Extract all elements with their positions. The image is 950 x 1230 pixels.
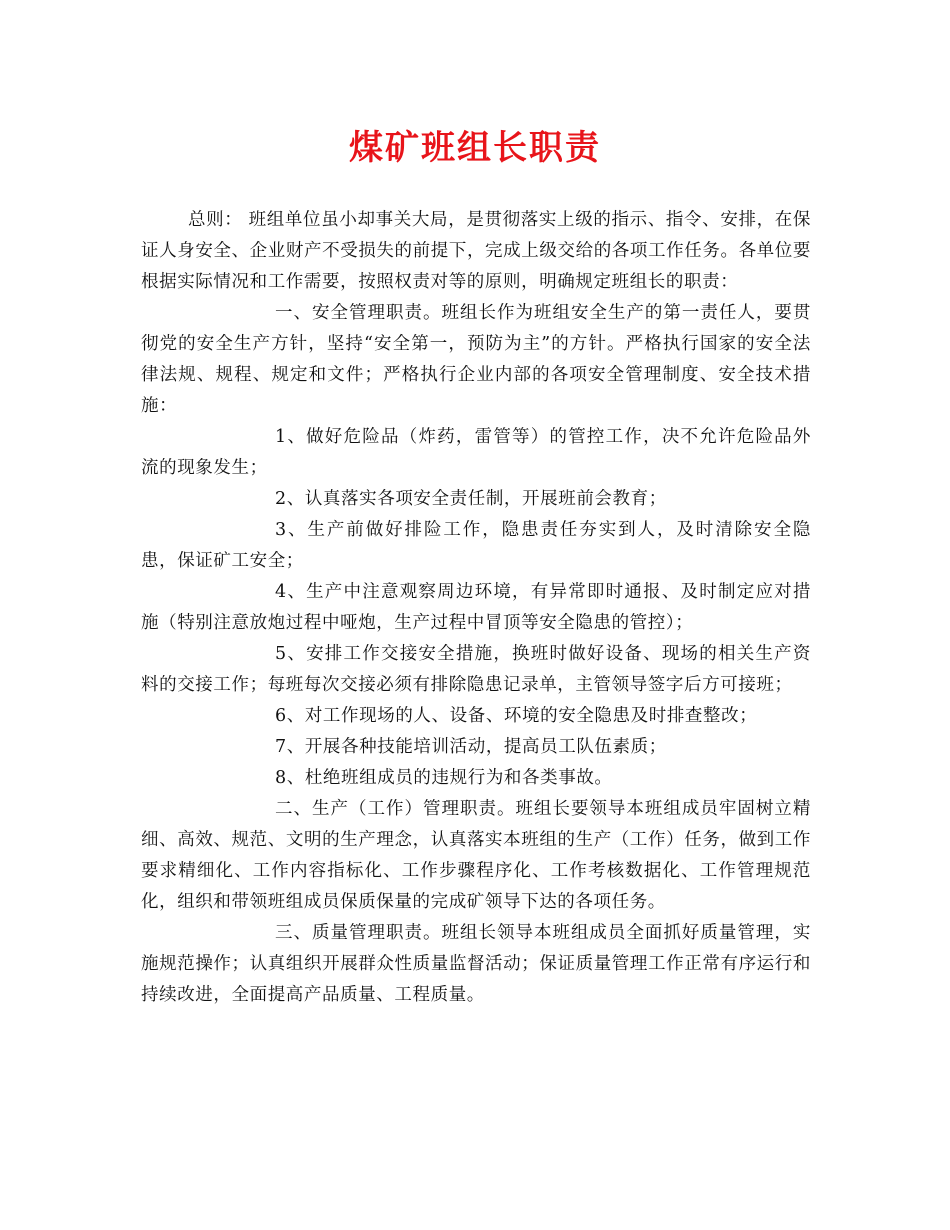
safety-item-8: 8、杜绝班组成员的违规行为和各类事故。 — [275, 768, 613, 788]
safety-item-1: 1、做好危险品（炸药，雷管等）的管控工作，决不允许危险品外流的现象发生； — [141, 427, 811, 478]
section-quality-management: 三、质量管理职责。班组长领导本班组成员全面抓好质量管理，实施规范操作；认真组织开展群众性质量监督活动；保证质量管理工作正常有序运行和持续改进，全面提高产品质量、工程质量。 — [141, 923, 811, 1005]
document-body — [141, 205, 811, 1011]
section-safety-management: 一、安全管理职责。班组长作为班组安全生产的第一责任人，要贯彻党的安全生产方针，坚持“安全第一，预防为主”的方针。严格执行国家的安全法律法规、规程、规定和文件；严格执行企业内部的各项安全管理制度、安全技术措施： — [141, 303, 811, 416]
safety-item-6: 6、对工作现场的人、设备、环境的安全隐患及时排查整改； — [275, 706, 758, 726]
safety-item-4: 4、生产中注意观察周边环境，有异常即时通报、及时制定应对措施（特别注意放炮过程中哑炮，生产过程中冒顶等安全隐患的管控）； — [141, 582, 811, 633]
general-provisions-paragraph: 总则： 班组单位虽小却事关大局，是贯彻落实上级的指示、指令、安排，在保证人身安全、企业财产不受损失的前提下，完成上级交给的各项工作任务。各单位要根据实际情况和工作需要，按照权责对等的原则，明确规定班组长的职责： — [141, 210, 811, 292]
section-production-management: 二、生产（工作）管理职责。班组长要领导本班组成员牢固树立精细、高效、规范、文明的生产理念，认真落实本班组的生产（工作）任务，做到工作要求精细化、工作内容指标化、工作步骤程序化、工作考核数据化、工作管理规范化，组织和带领班组成员保质保量的完成矿领导下达的各项任务。 — [141, 799, 811, 912]
safety-item-7: 7、开展各种技能培训活动，提高员工队伍素质； — [275, 737, 667, 757]
safety-item-2: 2、认真落实各项安全责任制，开展班前会教育； — [275, 489, 667, 509]
document-title: 煤矿班组长职责 — [349, 128, 601, 168]
safety-item-5: 5、安排工作交接安全措施，换班时做好设备、现场的相关生产资料的交接工作；每班每次交接必须有排除隐患记录单，主管领导签字后方可接班； — [141, 644, 811, 695]
safety-item-3: 3、生产前做好排险工作，隐患责任夯实到人，及时清除安全隐患，保证矿工安全； — [141, 520, 811, 571]
